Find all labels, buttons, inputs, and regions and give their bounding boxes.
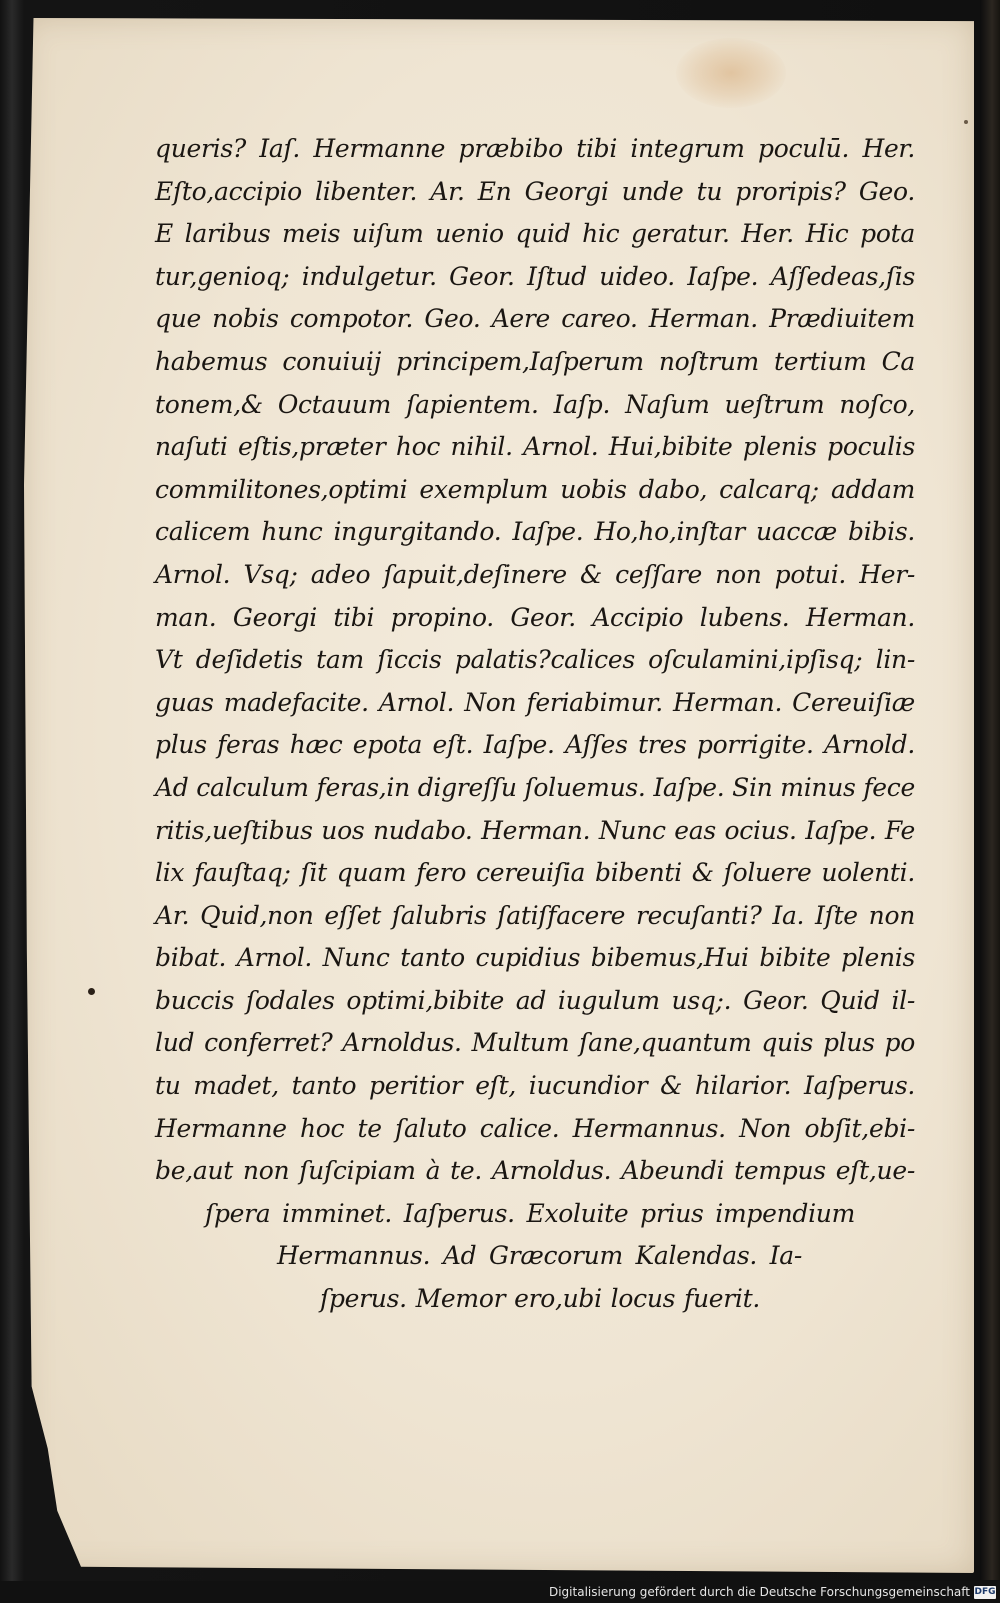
text-line: habemus conuiuij principem,Iaſperum noſtrum tertium Ca bbox=[155, 346, 915, 376]
text-line: calicem hunc ingurgitando. Iaſpe. Ho,ho,inſtar uaccæ bibis. bbox=[155, 517, 915, 547]
text-line: guas madefacite. Arnol. Non feriabimur. Herman. Cereuiſiæ bbox=[155, 687, 915, 717]
text-line: buccis ſodales optimi,bibite ad iugulum usq;. Geor. Quid il- bbox=[155, 985, 915, 1015]
text-line: tur,genioq; indulgetur. Geor. Iſtud uideo. Iaſpe. Aſſedeas,ſis bbox=[155, 261, 915, 291]
text-line: tu madet, tanto peritior eſt, iucundior & hilarior. Iaſperus. bbox=[155, 1071, 915, 1101]
text-line: be,aut non ſuſcipiam à te. Arnoldus. Abeundi tempus eſt,ue- bbox=[155, 1156, 915, 1186]
ink-speck bbox=[88, 988, 95, 995]
text-line: man. Georgi tibi propino. Geor. Accipio lubens. Herman. bbox=[155, 602, 915, 632]
text-line: E laribus meis uiſum uenio quid hic geratur. Her. Hic pota bbox=[155, 219, 915, 249]
text-line: ſperus. Memor ero,ubi locus fuerit. bbox=[320, 1284, 760, 1314]
text-line: Ad calculum feras,in digreſſu ſoluemus. Iaſpe. Sin minus fece bbox=[155, 772, 915, 802]
text-line: ſpera imminet. Iaſperus. Exoluite prius impendium bbox=[205, 1198, 855, 1228]
text-line: lix fauſtaq; ſit quam fero cereuiſia bibenti & ſoluere uolenti. bbox=[155, 858, 915, 888]
page-text bbox=[155, 128, 915, 1321]
text-line: que nobis compotor. Geo. Aere careo. Herman. Prædiuitem bbox=[155, 304, 915, 334]
text-line: ritis,ueſtibus uos nudabo. Herman. Nunc eas ocius. Iaſpe. Fe bbox=[155, 815, 915, 845]
text-line: bibat. Arnol. Nunc tanto cupidius bibemus,Hui bibite plenis bbox=[155, 943, 915, 973]
text-line: lud conferret? Arnoldus. Multum ſane,quantum quis plus po bbox=[155, 1028, 915, 1058]
text-line: Eſto,accipio libenter. Ar. En Georgi unde tu proripis? Geo. bbox=[155, 176, 915, 206]
book-edge bbox=[980, 0, 1000, 1580]
text-line: naſuti eſtis,præter hoc nihil. Arnol. Hui,bibite plenis poculis bbox=[155, 432, 915, 462]
funding-credit: Digitalisierung gefördert durch die Deutsche Forschungsgemeinschaft bbox=[548, 1585, 970, 1599]
text-line: tonem,& Octauum ſapientem. Iaſp. Naſum ueſtrum noſco, bbox=[155, 389, 915, 419]
paper-stain bbox=[676, 38, 786, 108]
text-line: queris? Iaſ. Hermanne præbibo tibi integrum poculū. Her. bbox=[155, 134, 915, 163]
text-line: Ar. Quid,non eſſet ſalubris ſatiſfacere recuſanti? Ia. Iſte non bbox=[155, 900, 915, 930]
footer-bar bbox=[0, 1581, 1000, 1603]
text-line: commilitones,optimi exemplum uobis dabo, calcarq; addam bbox=[155, 474, 915, 504]
text-line: Hermannus. Ad Græcorum Kalendas. Ia- bbox=[277, 1241, 802, 1271]
text-line: Hermanne hoc te ſaluto calice. Hermannus. Non obſit,ebi- bbox=[155, 1113, 915, 1143]
dfg-logo: DFG bbox=[974, 1587, 996, 1597]
text-line: Arnol. Vsq; adeo ſapuit,deſinere & ceſſare non potui. Her- bbox=[155, 559, 915, 589]
text-line: Vt deſidetis tam ſiccis palatis?calices oſculamini,ipſisq; lin- bbox=[155, 645, 915, 675]
text-line: plus feras hæc epota eſt. Iaſpe. Aſſes tres porrigite. Arnold. bbox=[155, 730, 915, 760]
paper-speck bbox=[964, 120, 968, 124]
